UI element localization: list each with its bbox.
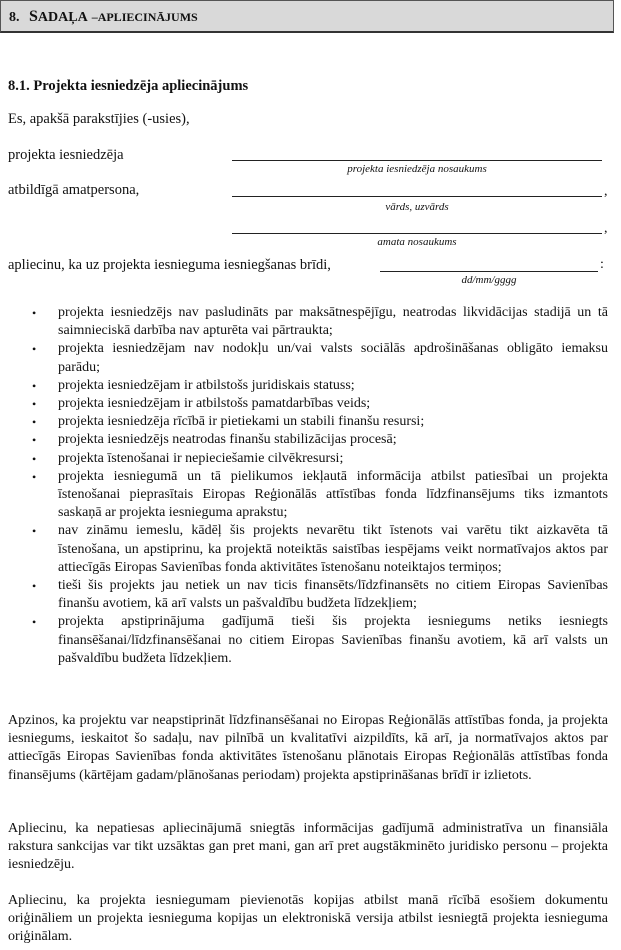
subsection-title: 8.1. Projekta iesniedzēja apliecinājums [8, 78, 249, 94]
intro-text: Es, apakšā parakstījies (-usies), [8, 111, 190, 127]
list-item: • projekta iesniedzējs nav pasludināts par maksātnespējīgu, neatrodas likvidācijas stadijā un tā saimnieciskā darbība nav apturēta vai pārtraukta; [32, 305, 608, 339]
bullet-icon: • [32, 469, 37, 484]
position-caption: amata nosaukums [377, 236, 457, 248]
official-label: atbildīgā amatpersona, [8, 182, 140, 198]
list-item: • projekta iesniedzējs neatrodas finanšu stabilizācijas procesā; [8, 431, 608, 449]
list-item: • projekta iesniedzējam nav nodokļu un/vai valsts sociālās apdrošināšanas obligāto iemaksu parādu; [32, 341, 608, 375]
list-item: • tieši šis projekts jau netiek un nav ticis finansēts/līdzfinansēts no citiem Eiropas Savienības finanšu avotiem, kā arī valsts un pašvaldību budžeta līdzekļiem; [32, 578, 608, 612]
section-number: 8. [9, 10, 20, 25]
name-caption: vārds, uzvārds [385, 201, 449, 213]
applicant-name-line[interactable] [232, 160, 602, 161]
section-header [0, 0, 614, 33]
bullet-icon: • [32, 451, 37, 466]
date-caption: dd/mm/gggg [461, 274, 517, 286]
colon: : [600, 257, 604, 272]
bullet-icon: • [32, 397, 37, 412]
declaration-list [8, 304, 608, 668]
applicant-label: projekta iesniedzēja [8, 147, 124, 163]
comma: , [604, 184, 608, 199]
list-item: • projekta apstiprinājuma gadījumā tieši šis projekta iesniegums netiks iesniegts finansēšanai/līdzfinansēšanai no citiem Eiropas Savienības finanšu avotiem, kā arī valsts un pašvaldību budžeta līdzekļiem. [32, 614, 608, 666]
bullet-icon: • [32, 342, 37, 357]
section-title-tail: –APLIECINĀJUMS [91, 10, 198, 24]
date-label: apliecinu, ka uz projekta iesnieguma iesniegšanas brīdi, [8, 257, 331, 273]
paragraph-acknowledgement: Apzinos, ka projektu var neapstiprināt līdzfinansēšanai no Eiropas Reģionālās attīstības fonda, ja projekta iesniegums, ieskaitot šo sadaļu, nav pilnībā un kvalitatīvi aizpildīts, kā arī, ja normatīvajos aktos par attiecīgās Eiropas Savienības fonda aktivitātes īstenošanu plānotais Eiropas Reģionālās attīstības fonda finansējums (kārtējam gadam/plānošanas periodam) projekta apstiprināšanas brīdī ir izlietots. [8, 713, 608, 783]
comma: , [604, 221, 608, 236]
list-item: • projekta īstenošanai ir nepieciešamie cilvēkresursi; [8, 450, 608, 468]
bullet-icon: • [32, 306, 37, 320]
section-title: SADAĻA –APLIECINĀJUMS [29, 8, 198, 25]
applicant-caption: projekta iesniedzēja nosaukums [347, 163, 487, 175]
bullet-icon: • [32, 378, 37, 393]
list-item: • projekta iesniedzējam ir atbilstošs juridiskais statuss; [8, 377, 608, 395]
list-item: • projekta iesniegumā un tā pielikumos iekļautā informācija atbilst patiesībai un projekta īstenošanai pieprasītais Eiropas Reģionālās attīstības fonda līdzfinansējums tiks izmantots saskaņā ar projekta iesnieguma aprakstu; [32, 468, 608, 521]
position-line[interactable] [232, 233, 602, 234]
official-name-line[interactable] [232, 196, 602, 197]
bullet-icon: • [32, 579, 37, 594]
list-item: • projekta iesniedzēja rīcībā ir pietiekami un stabili finanšu resursi; [8, 413, 608, 431]
list-item: • nav zināmu iemeslu, kādēļ šis projekts nevarētu tikt īstenots vai varētu tikt aizkavēta tā īstenošana, un apstiprinu, ka projektā noteiktās saistības iespējams veikt normatīvajos aktos par attiecīgās Eiropas Savienības fonda aktivitātes īstenošanu noteiktajos termiņos; [32, 523, 608, 575]
bullet-icon: • [32, 433, 37, 448]
paragraph-copies: Apliecinu, ka projekta iesniegumam pievienotās kopijas atbilst manā rīcībā esošiem dokumentu oriģināliem un projekta iesnieguma kopijas un elektroniskā versija atbilst iesniegtā projekta iesnieguma oriģinālam. [8, 893, 608, 945]
bullet-icon: • [32, 524, 37, 539]
list-item: • projekta iesniedzējam ir atbilstošs pamatdarbības veids; [8, 395, 608, 413]
paragraph-sanctions: Apliecinu, ka nepatiesas apliecinājumā sniegtās informācijas gadījumā administratīva un finansiāla rakstura sankcijas var tikt uzsāktas gan pret mani, gan arī pret augstākminēto juridisko personu – projekta iesniedzēju. [8, 821, 608, 873]
bullet-icon: • [32, 415, 37, 430]
bullet-icon: • [32, 615, 37, 630]
date-line[interactable] [380, 271, 598, 272]
